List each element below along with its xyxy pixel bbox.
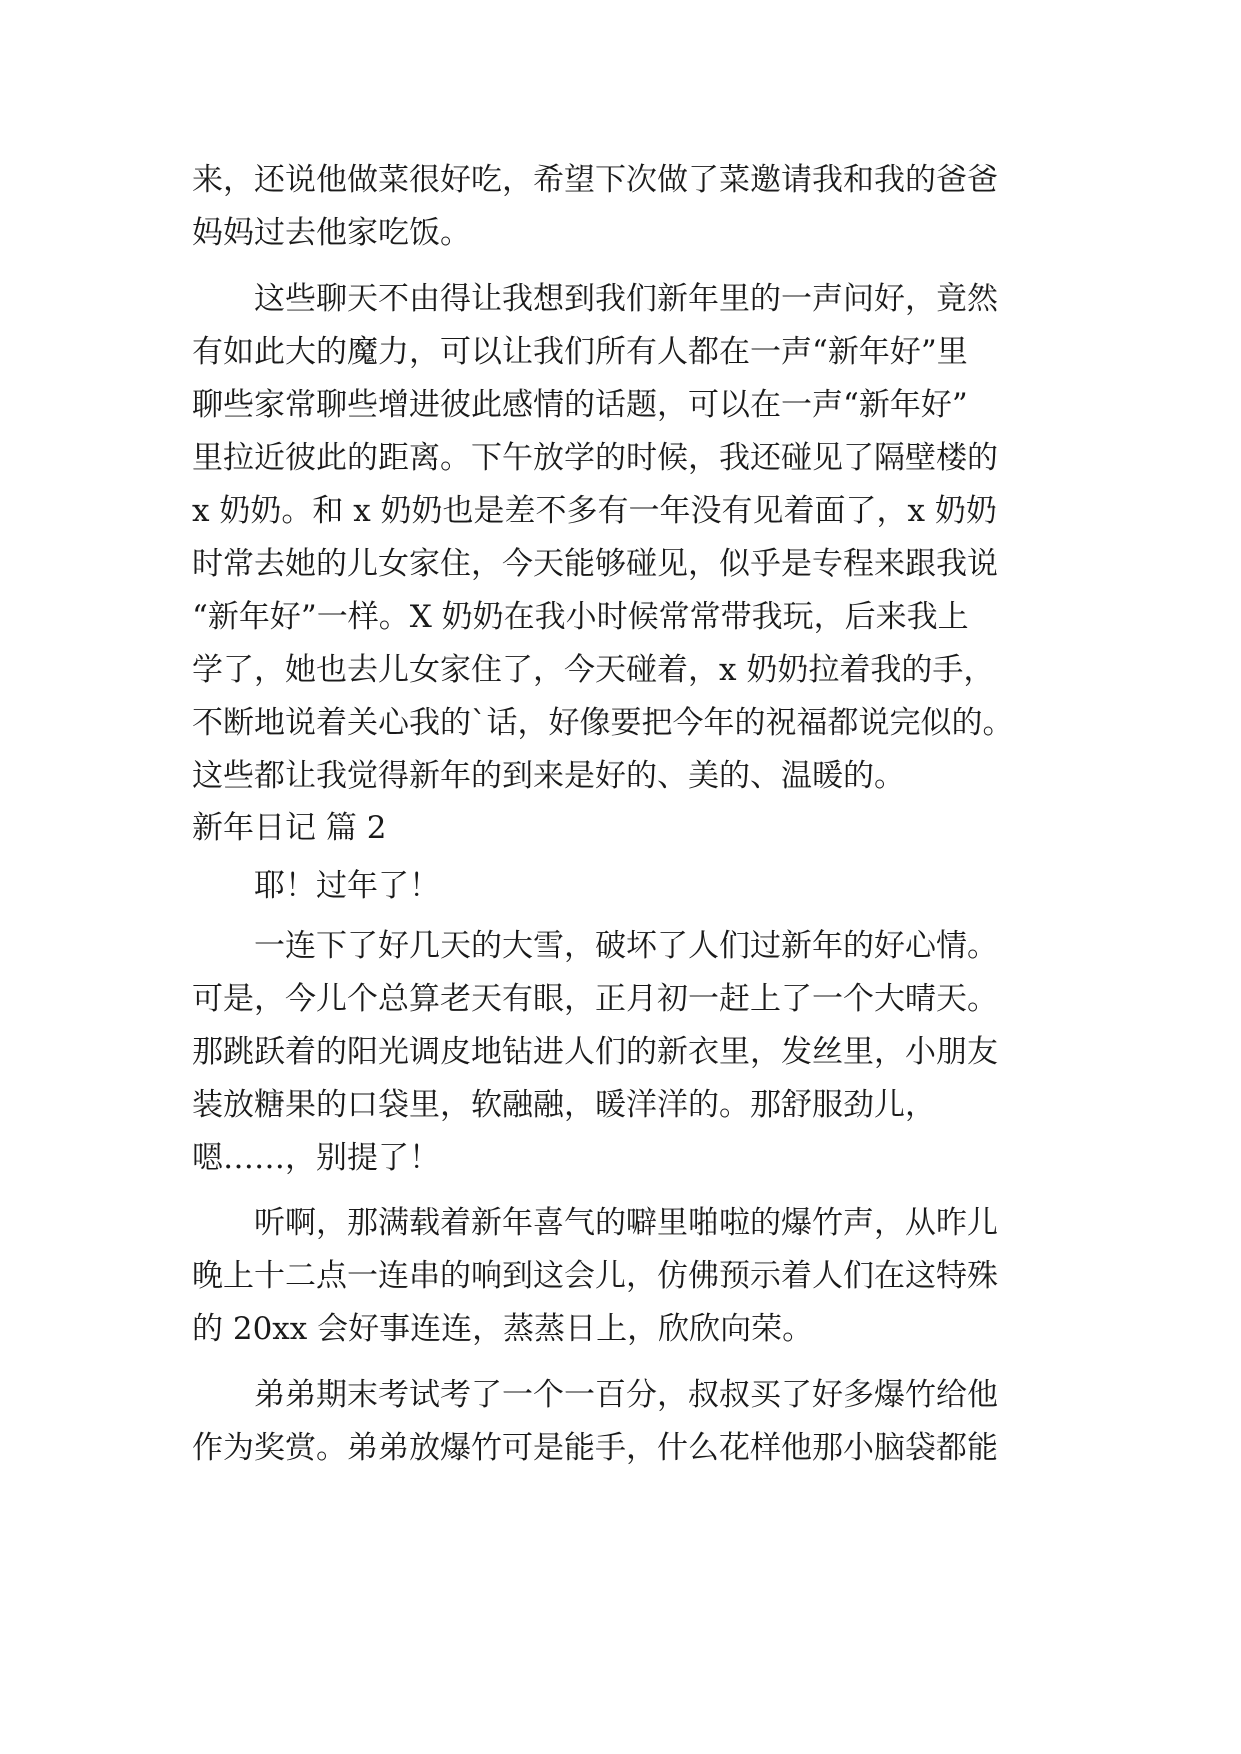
section-heading: 新年日记 篇 2	[192, 810, 387, 846]
text-line: 的 20xx 会好事连连，蒸蒸日上，欣欣向荣。	[192, 1311, 814, 1347]
text-line: 晚上十二点一连串的响到这会儿，仿佛预示着人们在这特殊	[192, 1258, 998, 1294]
text-line: 不断地说着关心我的`话，好像要把今年的祝福都说完似的。	[192, 705, 1014, 741]
text-line: 学了，她也去儿女家住了，今天碰着，x 奶奶拉着我的手，	[192, 652, 995, 688]
text-line: 里拉近彼此的距离。下午放学的时候，我还碰见了隔壁楼的	[192, 440, 998, 476]
text-line: 可是，今儿个总算老天有眼，正月初一赶上了一个大晴天。	[192, 981, 998, 1017]
text-line: 这些都让我觉得新年的到来是好的、美的、温暖的。	[192, 758, 905, 794]
text-line: 时常去她的儿女家住，今天能够碰见，似乎是专程来跟我说	[192, 546, 998, 582]
text-line: 那跳跃着的阳光调皮地钻进人们的新衣里，发丝里，小朋友	[192, 1034, 998, 1070]
text-line: x 奶奶。和 x 奶奶也是差不多有一年没有见着面了，x 奶奶	[192, 493, 997, 529]
text-line: 听啊，那满载着新年喜气的噼里啪啦的爆竹声，从昨儿	[254, 1205, 998, 1241]
text-line: 作为奖赏。弟弟放爆竹可是能手，什么花样他那小脑袋都能	[192, 1430, 998, 1466]
text-line: 弟弟期末考试考了一个一百分，叔叔买了好多爆竹给他	[254, 1377, 998, 1413]
text-line: “新年好”一样。X 奶奶在我小时候常常带我玩，后来我上	[192, 599, 969, 635]
text-line: 一连下了好几天的大雪，破坏了人们过新年的好心情。	[254, 928, 998, 964]
text-line: 来，还说他做菜很好吃，希望下次做了菜邀请我和我的爸爸	[192, 162, 998, 198]
text-line: 聊些家常聊些增进彼此感情的话题，可以在一声“新年好”	[192, 387, 968, 423]
text-line: 嗯……，别提了！	[192, 1140, 440, 1176]
text-line: 妈妈过去他家吃饭。	[192, 215, 471, 251]
text-line: 装放糖果的口袋里，软融融，暖洋洋的。那舒服劲儿，	[192, 1087, 936, 1123]
text-line: 耶！过年了！	[254, 868, 440, 904]
text-line: 这些聊天不由得让我想到我们新年里的一声问好，竟然	[254, 281, 998, 317]
text-line: 有如此大的魔力，可以让我们所有人都在一声“新年好”里	[192, 334, 968, 370]
